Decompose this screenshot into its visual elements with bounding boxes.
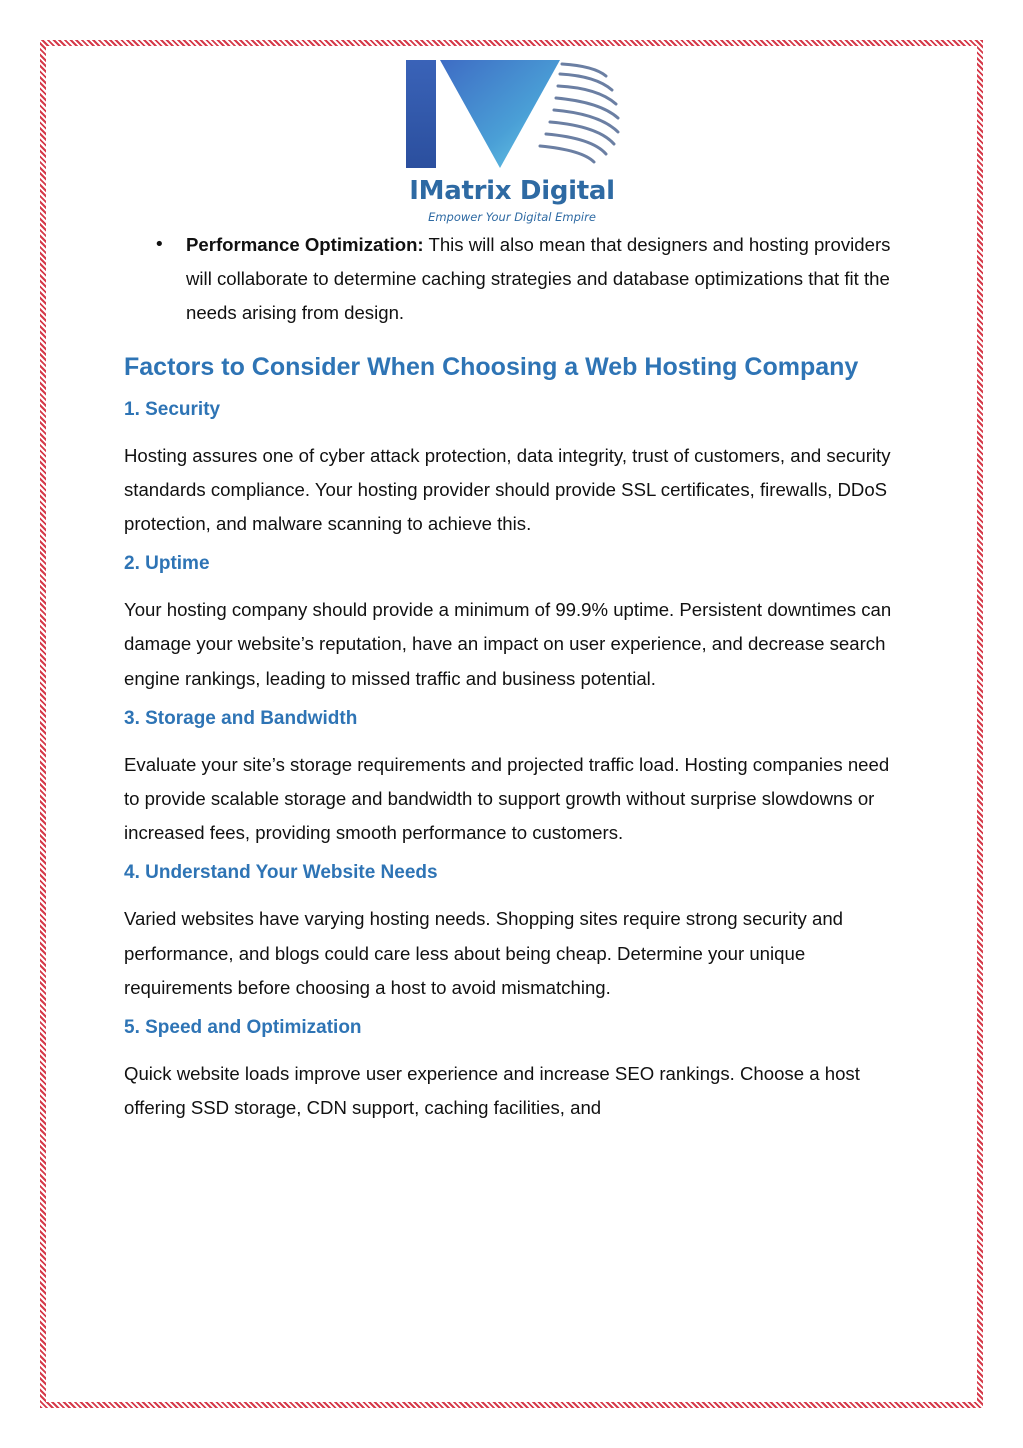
bullet-lead: Performance Optimization: [186, 234, 424, 255]
subheading-storage: 3. Storage and Bandwidth [124, 707, 358, 729]
subheading-uptime: 2. Uptime [124, 553, 210, 575]
paragraph-storage: Evaluate your site’s storage requirements and projected traffic load. Hosting companies need to provide scalable storage and bandwidth to support growth without surprise slowdowns or increased fees, providing smooth performance to customers. [124, 753, 890, 844]
subheading-security: 1. Security [124, 398, 221, 420]
brand-name: IMatrix Digital [409, 176, 615, 206]
paragraph-security: Hosting assures one of cyber attack protection, data integrity, trust of customers, and security standards compliance. Your hosting provider should provide SSL certificates, firewalls, DDoS protection, and malware scanning to achieve this. [124, 444, 891, 535]
brand-tagline: Empower Your Digital Empire [428, 210, 596, 224]
section-security [124, 395, 904, 542]
bullet-text: This will also mean that designers and hosting providers will collaborate to determine caching strategies and database optimizations that fit the needs arising from design. [186, 234, 891, 324]
paragraph-uptime: Your hosting company should provide a minimum of 99.9% uptime. Persistent downtimes can damage your website’s reputation, have an impact on user experience, and decrease search engine rankings, leading to missed traffic and business potential. [124, 599, 892, 689]
section-needs [124, 858, 904, 1005]
section-uptime [124, 549, 904, 696]
bullet-paragraph [186, 228, 904, 331]
section-heading: Factors to Consider When Choosing a Web Hosting Company [124, 352, 859, 381]
bullet-item [124, 228, 904, 331]
paragraph-needs: Varied websites have varying hosting needs. Shopping sites require strong security and performance, and blogs could care less about being cheap. Determine your unique requirements before choosing a host to avoid mismatching. [124, 908, 844, 998]
subheading-needs: 4. Understand Your Website Needs [124, 862, 438, 884]
logo-mark-icon [400, 58, 624, 176]
document-body [124, 228, 904, 1125]
subheading-speed: 5. Speed and Optimization [124, 1017, 362, 1039]
bullet-dot: • [154, 234, 165, 255]
company-logo [400, 58, 624, 228]
paragraph-speed: Quick website loads improve user experience and increase SEO rankings. Choose a host offering SSD storage, CDN support, caching facilities, and [124, 1063, 860, 1119]
section-speed [124, 1013, 904, 1125]
section-storage [124, 704, 904, 851]
